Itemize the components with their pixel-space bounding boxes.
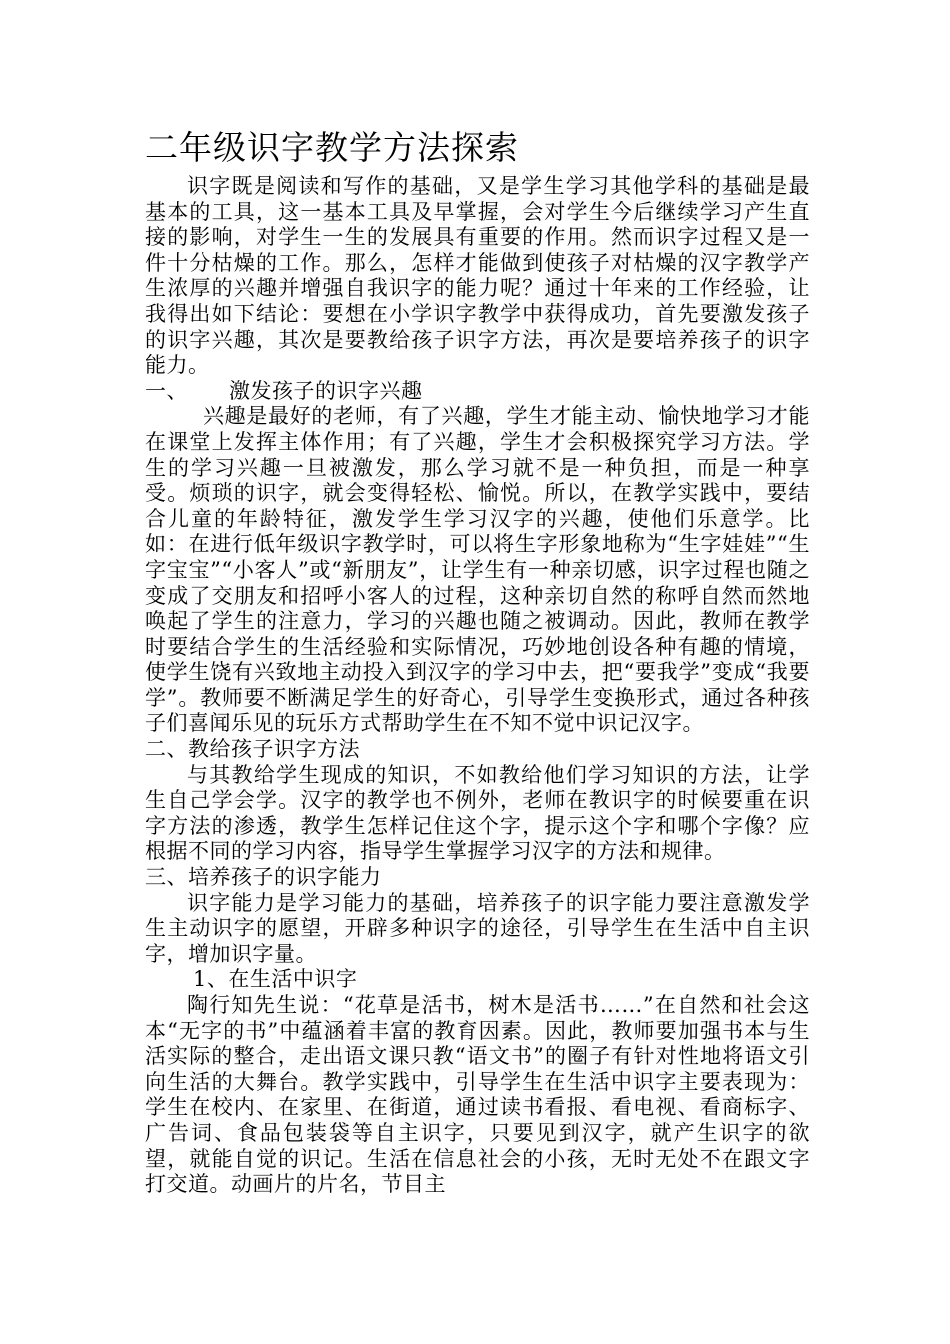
document-title: 二年级识字教学方法探索 <box>145 128 519 167</box>
section3-heading: 三、培养孩子的识字能力 <box>145 865 382 890</box>
document-page <box>145 128 810 1198</box>
section2-heading: 二、教给孩子识字方法 <box>145 737 360 762</box>
subsection1-paragraph: 陶行知先生说：“花草是活书，树木是活书……”在自然和社会这本“无字的书”中蕴涵着丰富的教育因素。因此，教师要加强书本与生活实际的整合，走出语文课只教“语文书”的圈子有针对性地将语文引向生活的大舞台。教学实践中，引导学生在生活中识字主要表现为：学生在校内、在家里、在街道，通过读书看报、看电视、看商标字、广告词、食品包装袋等自主识字，只要见到汉字，就产生识字的欲望，就能自觉的识记。生活在信息社会的小孩，无时无处不在跟文字打交道。动画片的片名，节目主 <box>145 993 810 1197</box>
section1-title: 激发孩子的识字兴趣 <box>229 378 423 403</box>
section1-heading <box>145 379 810 405</box>
section1-paragraph: 兴趣是最好的老师，有了兴趣，学生才能主动、愉快地学习才能在课堂上发挥主体作用；有了兴趣，学生才会积极探究学习方法。学生的学习兴趣一旦被激发，那么学习就不是一种负担，而是一种享受。烦琐的识字，就会变得轻松、愉悦。所以，在教学实践中，要结合儿童的年龄特征，激发学生学习汉字的兴趣，使他们乐意学。比如：在进行低年级识字教学时，可以将生字形象地称为“生字娃娃”“生字宝宝”“小客人”或“新朋友”，让学生有一种亲切感，识字过程也随之变成了交朋友和招呼小客人的过程，这种亲切自然的称呼自然而然地唤起了学生的注意力，学习的兴趣也随之被调动。因此，教师在教学时要结合学生的生活经验和实际情况，巧妙地创设各种有趣的情境，使学生饶有兴致地主动投入到汉字的学习中去，把“要我学”变成“我要学”。教师要不断满足学生的好奇心，引导学生变换形式，通过各种孩子们喜闻乐见的玩乐方式帮助学生在不知不觉中识记汉字。 <box>145 404 810 736</box>
section3-paragraph: 识字能力是学习能力的基础，培养孩子的识字能力要注意激发学生主动识字的愿望，开辟多种识字的途径，引导学生在生活中自主识字，增加识字量。 <box>145 890 810 966</box>
section2-paragraph: 与其教给学生现成的知识，不如教给他们学习知识的方法，让学生自己学会学。汉字的教学也不例外，老师在教识字的时候要重在识字方法的渗透，教学生怎样记住这个字，提示这个字和哪个字像？应根据不同的学习内容，指导学生掌握学习汉字的方法和规律。 <box>145 762 810 864</box>
subsection1-heading: 1、在生活中识字 <box>193 967 358 992</box>
section1-number: 一、 <box>145 378 188 403</box>
intro-paragraph: 识字既是阅读和写作的基础，又是学生学习其他学科的基础是最基本的工具，这一基本工具及早掌握，会对学生今后继续学习产生直接的影响，对学生一生的发展具有重要的作用。然而识字过程又是一件十分枯燥的工作。那么，怎样才能做到使孩子对枯燥的汉字教学产生浓厚的兴趣并增强自我识字的能力呢？通过十年来的工作经验，让我得出如下结论：要想在小学识字教学中获得成功，首先要激发孩子的识字兴趣，其次是要教给孩子识字方法，再次是要培养孩子的识字能力。 <box>145 174 810 378</box>
